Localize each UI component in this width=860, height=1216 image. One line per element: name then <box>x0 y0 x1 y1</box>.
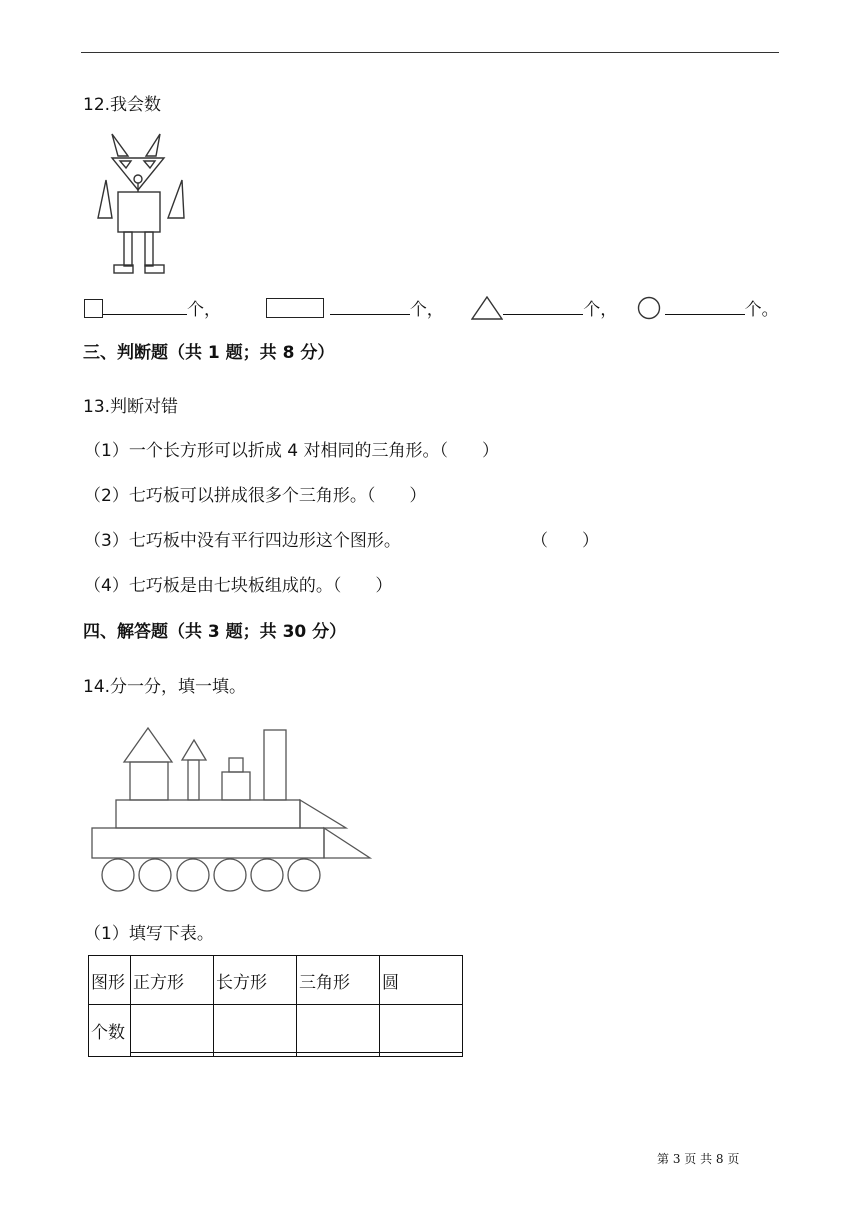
house-roof-triangle <box>124 728 172 762</box>
q12-title: 12.我会数 <box>83 95 162 115</box>
table-header-cell: 正方形 <box>131 956 214 1005</box>
wheel-circle <box>139 859 171 891</box>
q13-item-3: （3）七巧板中没有平行四边形这个图形。 <box>84 531 401 551</box>
wheel-circle <box>177 859 209 891</box>
unit-label: 个。 <box>744 300 779 320</box>
shape-count-table <box>88 955 463 1057</box>
upper-deck-rect <box>116 800 300 828</box>
q13-item-4: （4）七巧板是由七块板组成的。（ ） <box>84 576 393 596</box>
q13-item-1: （1）一个长方形可以折成 4 对相同的三角形。（ ） <box>84 441 499 461</box>
wheel-circle <box>214 859 246 891</box>
rectangle-count-cell[interactable] <box>214 1005 297 1057</box>
house-square <box>130 762 168 800</box>
triangle-count-blank[interactable] <box>503 298 583 315</box>
table-row <box>89 1005 463 1057</box>
unit-label: 个， <box>187 300 221 320</box>
wheel-circle <box>102 859 134 891</box>
wheel-circle <box>251 859 283 891</box>
q14-title: 14.分一分，填一填。 <box>83 677 247 697</box>
lower-front-triangle <box>324 828 370 858</box>
right-arm-triangle <box>168 180 184 218</box>
triangle-icon <box>471 296 503 320</box>
train-shape-figure <box>88 724 378 896</box>
unit-label: 个， <box>409 300 444 320</box>
q14-sub1: （1）填写下表。 <box>84 924 214 944</box>
tall-rect <box>264 730 286 800</box>
circle-count-cell[interactable] <box>380 1005 463 1057</box>
table-header-cell: 三角形 <box>297 956 380 1005</box>
wheel-circle <box>288 859 320 891</box>
right-eye-triangle <box>144 161 155 168</box>
table-header-row <box>89 956 463 1005</box>
left-leg-rect <box>124 232 132 266</box>
unit-label: 个， <box>583 300 618 320</box>
q12-count-row <box>84 296 779 321</box>
q13-item-3-answer-paren[interactable]: （ ） <box>531 531 599 551</box>
circle-icon <box>637 296 661 320</box>
left-eye-triangle <box>120 161 131 168</box>
triangle-count-cell[interactable] <box>297 1005 380 1057</box>
chimney-roof-triangle <box>182 740 206 760</box>
upper-front-triangle <box>300 800 346 828</box>
table-row-label: 个数 <box>89 1005 131 1057</box>
right-leg-rect <box>145 232 153 266</box>
nose-circle <box>134 175 142 183</box>
lower-deck-rect <box>92 828 324 858</box>
chimney-rect <box>188 760 199 800</box>
page-footer: 第 3 页 共 8 页 <box>657 1152 740 1166</box>
body-square <box>118 192 160 232</box>
q13-item-2: （2）七巧板可以拼成很多个三角形。（ ） <box>84 486 427 506</box>
square-count-cell[interactable] <box>131 1005 214 1057</box>
rectangle-count-blank[interactable] <box>330 298 410 315</box>
small-square <box>229 758 243 772</box>
table-header-cell: 长方形 <box>214 956 297 1005</box>
right-ear-triangle <box>146 134 160 156</box>
section-heading: 四、解答题（共 3 题；共 30 分） <box>83 622 347 642</box>
circle-count-blank[interactable] <box>665 298 745 315</box>
table-header-cell: 圆 <box>380 956 463 1005</box>
q13-title: 13.判断对错 <box>83 397 179 417</box>
section-heading: 三、判断题（共 1 题；共 8 分） <box>83 343 335 363</box>
table-header-cell: 图形 <box>89 956 131 1005</box>
fox-shape-figure <box>94 128 196 280</box>
medium-square <box>222 772 250 800</box>
left-ear-triangle <box>112 134 128 156</box>
square-count-blank[interactable] <box>103 298 187 315</box>
header-rule <box>81 52 779 53</box>
square-icon <box>84 299 103 318</box>
rectangle-icon <box>266 298 324 318</box>
left-arm-triangle <box>98 180 112 218</box>
